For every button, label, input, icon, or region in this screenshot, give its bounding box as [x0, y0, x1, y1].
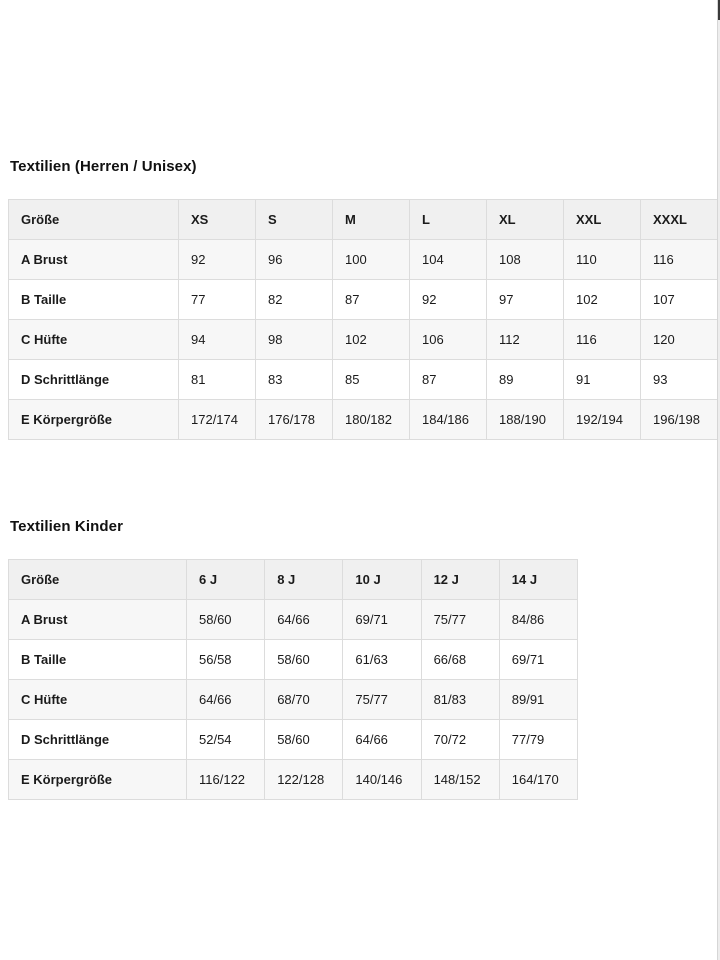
row-label: E Körpergröße	[9, 400, 179, 440]
column-header-size: XXL	[564, 200, 641, 240]
row-label: C Hüfte	[9, 320, 179, 360]
size-value-cell: 81/83	[421, 680, 499, 720]
column-header-size: XL	[487, 200, 564, 240]
size-value-cell: 112	[487, 320, 564, 360]
table-row	[9, 360, 718, 400]
size-value-cell: 81	[179, 360, 256, 400]
size-value-cell: 97	[487, 280, 564, 320]
size-value-cell: 75/77	[421, 600, 499, 640]
column-header-measure: Größe	[9, 200, 179, 240]
size-table-herren-unisex	[8, 199, 718, 440]
row-label: B Taille	[9, 280, 179, 320]
column-header-size: XXXL	[641, 200, 718, 240]
size-value-cell: 83	[256, 360, 333, 400]
size-value-cell: 116/122	[187, 760, 265, 800]
table-row	[9, 680, 578, 720]
size-value-cell: 58/60	[265, 640, 343, 680]
size-value-cell: 148/152	[421, 760, 499, 800]
table-row	[9, 760, 578, 800]
size-value-cell: 116	[641, 240, 718, 280]
column-header-size: 6 J	[187, 560, 265, 600]
column-header-size: M	[333, 200, 410, 240]
size-value-cell: 180/182	[333, 400, 410, 440]
column-header-size: XS	[179, 200, 256, 240]
header-row	[9, 560, 578, 600]
size-value-cell: 98	[256, 320, 333, 360]
size-value-cell: 92	[410, 280, 487, 320]
size-value-cell: 96	[256, 240, 333, 280]
header-row	[9, 200, 718, 240]
size-value-cell: 82	[256, 280, 333, 320]
size-value-cell: 66/68	[421, 640, 499, 680]
row-label: A Brust	[9, 600, 187, 640]
column-header-size: L	[410, 200, 487, 240]
size-value-cell: 110	[564, 240, 641, 280]
size-value-cell: 188/190	[487, 400, 564, 440]
size-value-cell: 164/170	[499, 760, 577, 800]
column-header-size: S	[256, 200, 333, 240]
table-row	[9, 640, 578, 680]
size-value-cell: 87	[410, 360, 487, 400]
size-value-cell: 176/178	[256, 400, 333, 440]
size-value-cell: 77	[179, 280, 256, 320]
size-value-cell: 68/70	[265, 680, 343, 720]
size-value-cell: 64/66	[343, 720, 421, 760]
size-value-cell: 89/91	[499, 680, 577, 720]
size-value-cell: 100	[333, 240, 410, 280]
size-value-cell: 106	[410, 320, 487, 360]
row-label: B Taille	[9, 640, 187, 680]
size-value-cell: 94	[179, 320, 256, 360]
table-row	[9, 720, 578, 760]
section-title-kinder: Textilien Kinder	[10, 518, 124, 535]
table-row	[9, 400, 718, 440]
row-label: A Brust	[9, 240, 179, 280]
section-textilien-herren-unisex	[8, 158, 710, 440]
table-row	[9, 320, 718, 360]
size-value-cell: 85	[333, 360, 410, 400]
size-value-cell: 108	[487, 240, 564, 280]
size-value-cell: 64/66	[187, 680, 265, 720]
size-value-cell: 61/63	[343, 640, 421, 680]
size-value-cell: 58/60	[265, 720, 343, 760]
table-row	[9, 240, 718, 280]
column-header-size: 8 J	[265, 560, 343, 600]
row-label: C Hüfte	[9, 680, 187, 720]
size-value-cell: 64/66	[265, 600, 343, 640]
row-label: D Schrittlänge	[9, 720, 187, 760]
size-value-cell: 69/71	[343, 600, 421, 640]
size-table-kinder	[8, 559, 578, 800]
section-title-herren-unisex: Textilien (Herren / Unisex)	[10, 158, 197, 175]
size-value-cell: 116	[564, 320, 641, 360]
size-value-cell: 52/54	[187, 720, 265, 760]
size-value-cell: 172/174	[179, 400, 256, 440]
size-value-cell: 56/58	[187, 640, 265, 680]
column-header-size: 12 J	[421, 560, 499, 600]
table-row	[9, 280, 718, 320]
size-value-cell: 87	[333, 280, 410, 320]
size-value-cell: 70/72	[421, 720, 499, 760]
size-value-cell: 84/86	[499, 600, 577, 640]
row-label: D Schrittlänge	[9, 360, 179, 400]
size-value-cell: 196/198	[641, 400, 718, 440]
size-value-cell: 102	[333, 320, 410, 360]
size-value-cell: 184/186	[410, 400, 487, 440]
size-value-cell: 140/146	[343, 760, 421, 800]
section-textilien-kinder	[8, 518, 710, 800]
size-value-cell: 104	[410, 240, 487, 280]
table-row	[9, 600, 578, 640]
size-value-cell: 77/79	[499, 720, 577, 760]
size-value-cell: 89	[487, 360, 564, 400]
size-value-cell: 120	[641, 320, 718, 360]
size-value-cell: 93	[641, 360, 718, 400]
size-value-cell: 92	[179, 240, 256, 280]
size-value-cell: 107	[641, 280, 718, 320]
column-header-size: 14 J	[499, 560, 577, 600]
size-value-cell: 102	[564, 280, 641, 320]
column-header-size: 10 J	[343, 560, 421, 600]
size-value-cell: 69/71	[499, 640, 577, 680]
column-header-measure: Größe	[9, 560, 187, 600]
row-label: E Körpergröße	[9, 760, 187, 800]
size-value-cell: 91	[564, 360, 641, 400]
size-value-cell: 58/60	[187, 600, 265, 640]
size-value-cell: 75/77	[343, 680, 421, 720]
size-value-cell: 122/128	[265, 760, 343, 800]
size-value-cell: 192/194	[564, 400, 641, 440]
